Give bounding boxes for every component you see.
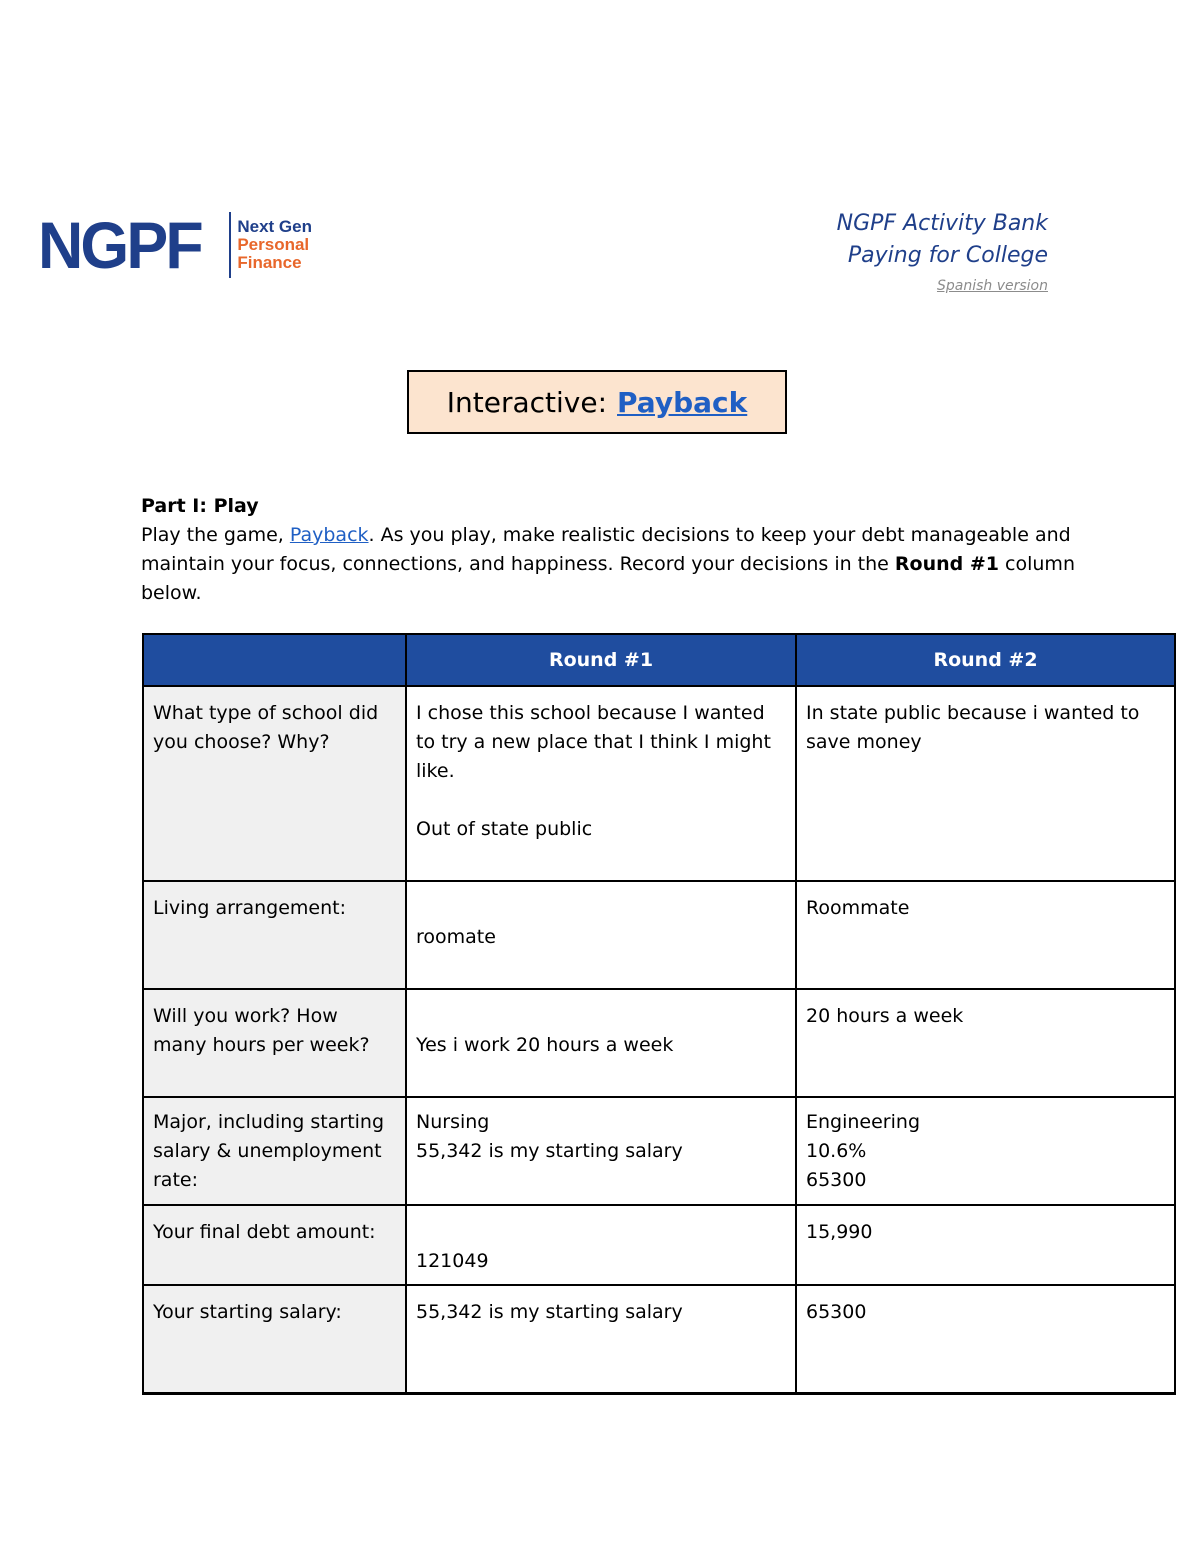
logo-word-personal: Personal: [237, 235, 310, 254]
ngpf-logo: [38, 208, 312, 282]
answer-cell-round-1[interactable]: I chose this school because I wanted to try a new place that I think I might like. Out of state public: [406, 686, 796, 881]
logo-mark: NGPF: [38, 208, 201, 282]
question-cell: Your starting salary:: [143, 1285, 406, 1393]
answer-cell-round-1[interactable]: roomate: [406, 881, 796, 989]
header-cell-blank: [143, 634, 406, 686]
logo-word-next-gen: Next Gen: [237, 217, 312, 236]
answer-cell-round-2[interactable]: In state public because i wanted to save money: [796, 686, 1175, 881]
answer-cell-round-1[interactable]: Nursing 55,342 is my starting salary: [406, 1097, 796, 1205]
intro-text-b: . As you play, make realistic decisions to keep your debt manageable and maintain your focus, connections, and happiness. Record your decisions in the: [141, 524, 1071, 575]
question-cell: What type of school did you choose? Why?: [143, 686, 406, 881]
payback-title-link[interactable]: Payback: [617, 385, 748, 419]
intro-round-bold: Round #1: [894, 553, 999, 575]
question-cell: Living arrangement:: [143, 881, 406, 989]
answer-cell-round-2[interactable]: Roommate: [796, 881, 1175, 989]
intro-section: [141, 492, 1081, 608]
answer-cell-round-1[interactable]: 55,342 is my starting salary: [406, 1285, 796, 1393]
title-prefix: Interactive:: [446, 385, 608, 419]
table-row: [143, 1285, 1175, 1393]
answer-cell-round-2[interactable]: 65300: [796, 1285, 1175, 1393]
table-row: [143, 989, 1175, 1097]
header-cell-round-1: Round #1: [406, 634, 796, 686]
logo-word-finance: Finance: [237, 253, 302, 272]
title-box: [407, 370, 787, 434]
activity-bank-label: NGPF Activity Bank: [836, 211, 1048, 236]
answer-cell-round-2[interactable]: Engineering 10.6% 65300: [796, 1097, 1175, 1205]
unit-label: Paying for College: [847, 243, 1048, 268]
logo-words: [237, 218, 312, 272]
table-row: [143, 881, 1175, 989]
intro-text-c: column below.: [141, 553, 1075, 604]
table-header-row: [143, 634, 1175, 686]
decisions-table: [142, 633, 1176, 1395]
header-block: [837, 208, 1048, 298]
answer-cell-round-1[interactable]: 121049: [406, 1205, 796, 1285]
table-row: [143, 686, 1175, 881]
header-cell-round-2: Round #2: [796, 634, 1175, 686]
question-cell: Will you work? How many hours per week?: [143, 989, 406, 1097]
answer-cell-round-2[interactable]: 15,990: [796, 1205, 1175, 1285]
part-heading: Part I: Play: [141, 495, 259, 517]
logo-divider: [229, 212, 231, 278]
table-row: [143, 1097, 1175, 1205]
intro-text-a: Play the game,: [141, 524, 290, 546]
table-row: [143, 1205, 1175, 1285]
answer-cell-round-1[interactable]: Yes i work 20 hours a week: [406, 989, 796, 1097]
spanish-version-link[interactable]: Spanish version: [936, 278, 1048, 294]
question-cell: Your final debt amount:: [143, 1205, 406, 1285]
answer-cell-round-2[interactable]: 20 hours a week: [796, 989, 1175, 1097]
payback-intro-link[interactable]: Payback: [289, 524, 369, 546]
question-cell: Major, including starting salary & unemployment rate:: [143, 1097, 406, 1205]
